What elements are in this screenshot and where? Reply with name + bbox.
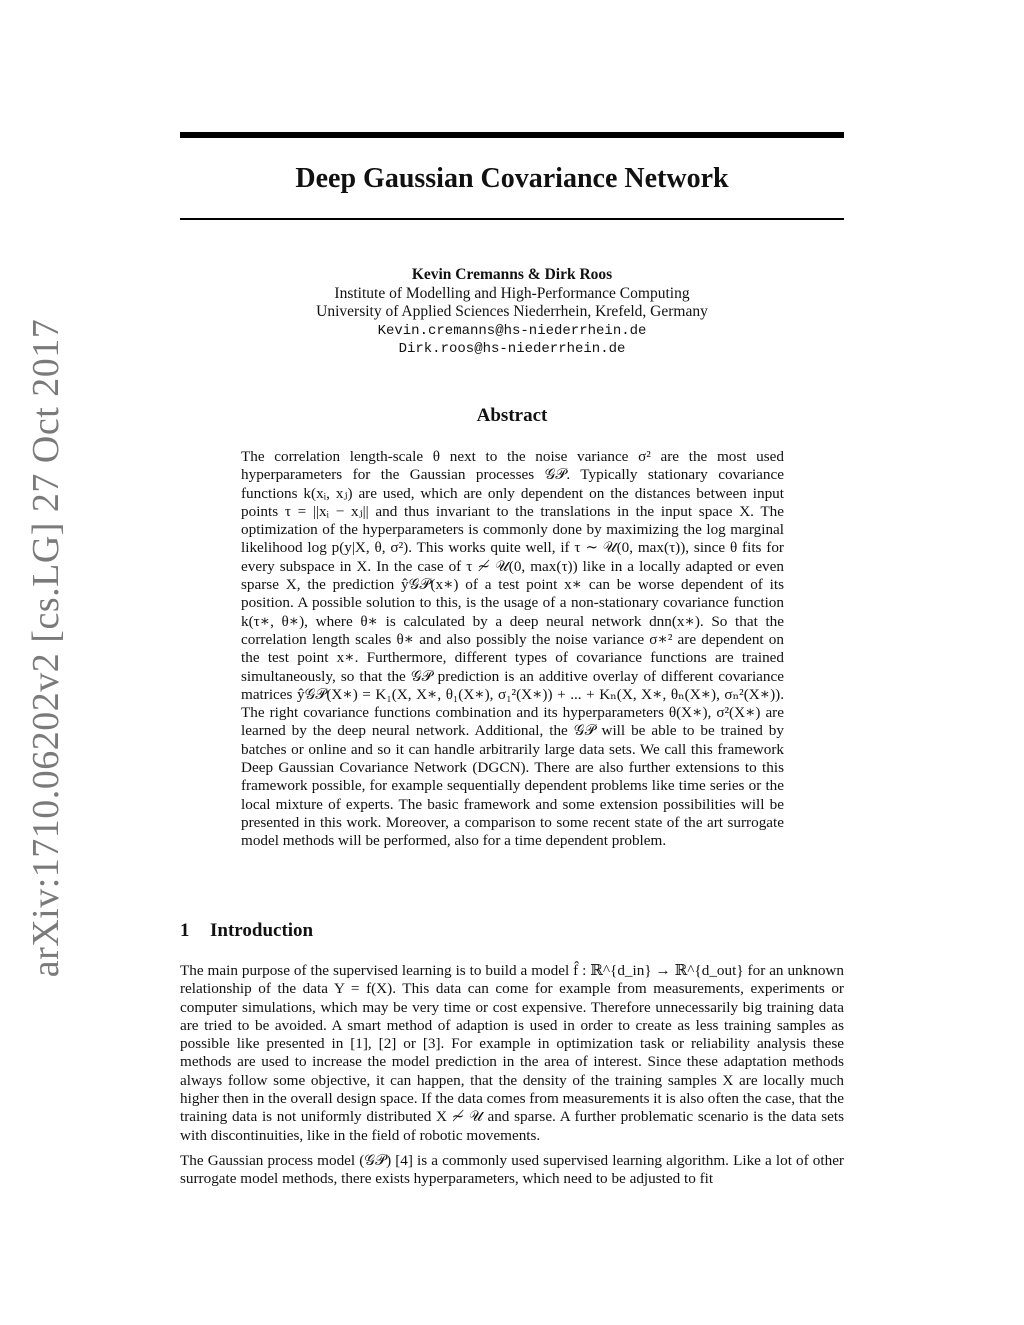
abstract-heading: Abstract: [476, 405, 548, 426]
paper-title: Deep Gaussian Covariance Network: [295, 163, 729, 194]
section-title: Introduction: [210, 920, 314, 941]
arxiv-stamp: arXiv:1710.06202v2 [cs.LG] 27 Oct 2017: [25, 318, 67, 978]
section-number: 1: [180, 920, 190, 941]
author-names: Kevin Cremanns & Dirk Roos: [411, 266, 613, 283]
affiliation-institute: Institute of Modelling and High-Performance Computing: [334, 284, 690, 302]
intro-paragraph-2: The Gaussian process model (𝒢𝒫) [4] is a commonly used supervised learning algorithm. Like a lot of other surrogate model methods, there exists hyperparameters, which need to be adjusted to fit: [180, 1151, 844, 1188]
introduction-body: [180, 962, 844, 1196]
intro-paragraph-1: The main purpose of the supervised learning is to build a model f̂ : ℝ^{d_in} → ℝ^{d_out} for an unknown relationship of the data Y = f(X). This data can come for example from measurements, experiments or computer simulations, which may be very time or cost expensive. Therefore unnecessarily big training data are tried to be avoided. A smart method of adaption is used in order to create as less training samples as possible like presented in [1], [2] or [3]. For example in optimization task or reliability analysis these methods are used to increase the model prediction in the area of interest. Since these adaptation methods always follow some objective, it can happen, that the density of the training samples X are locally much higher then in the overall design space. If the data comes from measurements it is also often the case, that the training data is not uniformly distributed X ≁ 𝒰 and sparse. A further problematic scenario is the data sets with discontinuities, like in the field of robotic movements.: [180, 962, 844, 1144]
abstract-body: [241, 448, 784, 851]
email-cremanns: Kevin.cremanns@hs-niederrhein.de: [377, 322, 647, 339]
title-rule-top: [180, 132, 844, 138]
author-block: [180, 266, 844, 359]
affiliation-university: University of Applied Sciences Niederrhein, Krefeld, Germany: [316, 303, 708, 320]
section-heading: [180, 920, 313, 942]
email-roos: Dirk.roos@hs-niederrhein.de: [398, 341, 626, 357]
abstract-text: The correlation length-scale θ next to the noise variance σ² are the most used hyperparameters for the Gaussian processes 𝒢𝒫. Typically stationary covariance functions k(xᵢ, xⱼ) are used, which are only dependent on the distances between input points τ = ||xᵢ − xⱼ|| and thus invariant to the translations in the input space X. The optimization of the hyperparameters is commonly done by maximizing the log marginal likelihood log p(y|X, θ, σ²). This works quite well, if τ ∼ 𝒰(0, max(τ)), since θ fits for every subspace in X. In the case of τ ≁ 𝒰(0, max(τ)) like in a locally adapted or even sparse X, the prediction ŷ𝒢𝒫(x∗) of a test point x∗ can be worse dependent of its position. A possible solution to this, is the usage of a non-stationary covariance function k(τ∗, θ∗), where θ∗ is calculated by a deep neural network dnn(x∗). So that the correlation length scales θ∗ and also possibly the noise variance σ∗² are dependent on the test point x∗. Furthermore, different types of covariance functions are trained simultaneously, so that the 𝒢𝒫 prediction is an additive overlay of different covariance matrices ŷ𝒢𝒫(X∗) = K₁(X, X∗, θ₁(X∗), σ₁²(X∗)) + ... + Kₙ(X, X∗, θₙ(X∗), σₙ²(X∗)). The right covariance functions combination and its hyperparameters θ(X∗), σ²(X∗) are learned by the deep neural network. Additional, the 𝒢𝒫 will be able to be trained by batches or online and so it can handle arbitrarily large data sets. We call this framework Deep Gaussian Covariance Network (DGCN). There are also further extensions to this framework possible, for example sequentially dependent problems like time series or the local mixture of experts. The basic framework and some extension possibilities will be presented in this work. Moreover, a comparison to some recent state of the art surrogate model methods will be performed, also for a time dependent problem.: [241, 448, 784, 850]
title-rule-bottom: [180, 218, 844, 220]
